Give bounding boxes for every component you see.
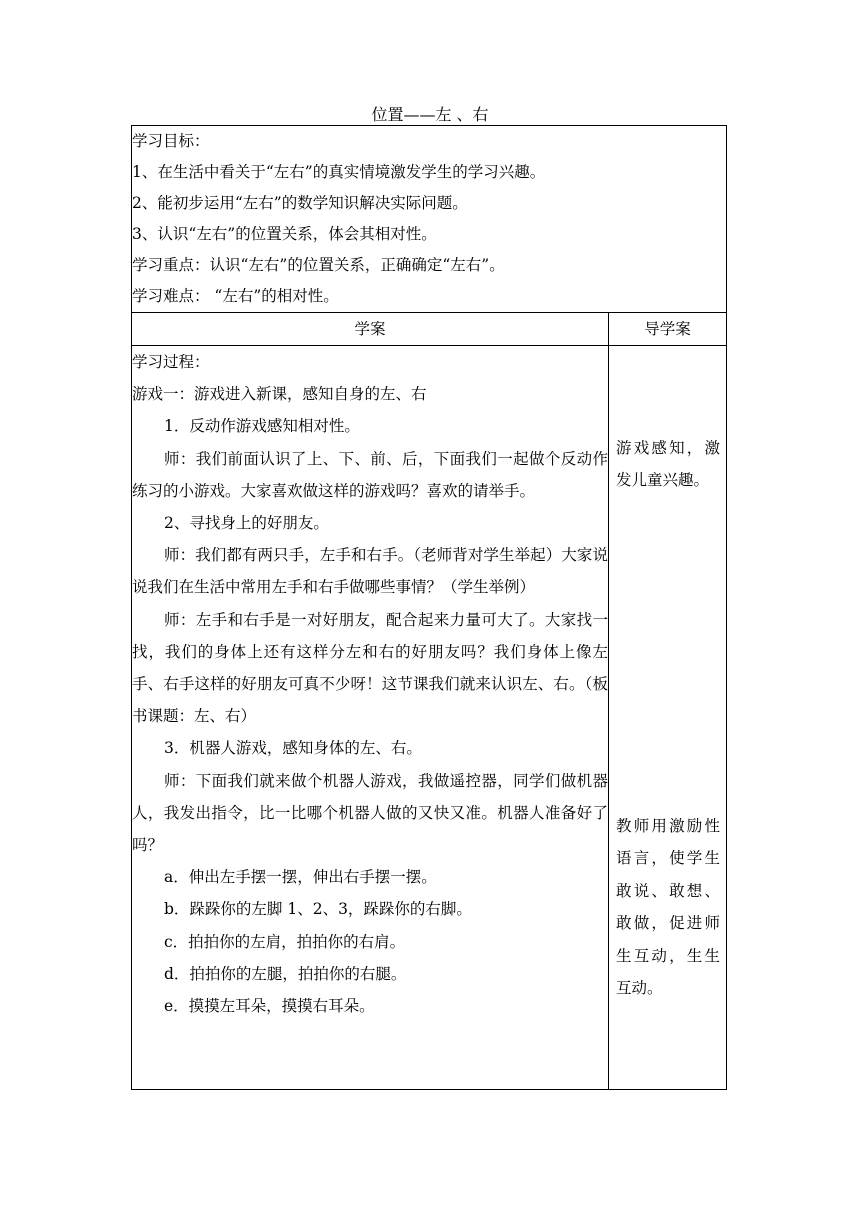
guide-note: 游戏感知，激发儿童兴趣。 (616, 439, 720, 490)
guide-note: 教师用激励性语言，使学生敢说、敢想、敢做，促进师生互动，生生互动。 (616, 817, 720, 998)
command-item: a．伸出左手摆一摆，伸出右手摆一摆。 (164, 868, 437, 887)
column-header-study: 学案 (132, 313, 609, 346)
teacher-paragraph: 师：下面我们就来做个机器人游戏，我做遥控器，同学们做机器人，我发出指令，比一比哪个机器人做的又快又准。机器人准备好了吗？ (132, 771, 608, 855)
objective-item: 2、能初步运用“左右”的数学知识解决实际问题。 (132, 194, 468, 212)
command-item: e．摸摸左耳朵，摸摸右耳朵。 (164, 997, 375, 1016)
page-title: 位置——左 、右 (371, 105, 489, 124)
step-heading: 1．反动作游戏感知相对性。 (164, 417, 360, 436)
command-item: d．拍拍你的左腿，拍拍你的右腿。 (164, 964, 407, 983)
step-heading: 3．机器人游戏，感知身体的左、右。 (164, 739, 422, 758)
game-heading: 游戏一：游戏进入新课，感知自身的左、右 (132, 385, 427, 404)
teacher-paragraph: 师：我们都有两只手，左手和右手。（老师背对学生举起）大家说说我们在生活中常用左手和右手做哪些事情？（学生举例） (132, 546, 608, 597)
guide-content (609, 346, 727, 1090)
column-header-guide: 导学案 (609, 313, 727, 346)
objective-item: 1、在生活中看关于“左右”的真实情境激发学生的学习兴趣。 (132, 163, 546, 181)
objectives-section (132, 126, 727, 313)
command-item: c．拍拍你的左肩，拍拍你的右肩。 (164, 932, 406, 951)
objectives-heading: 学习目标： (132, 132, 210, 150)
process-heading: 学习过程： (132, 353, 210, 371)
teacher-paragraph: 师：我们前面认识了上、下、前、后，下面我们一起做个反动作练习的小游戏。大家喜欢做这样的游戏吗？喜欢的请举手。 (132, 449, 608, 500)
difficulty-point: 学习难点： “左右”的相对性。 (132, 287, 339, 305)
step-heading: 2、寻找身上的好朋友。 (164, 514, 329, 533)
key-point: 学习重点：认识“左右”的位置关系，正确确定“左右”。 (132, 256, 505, 274)
objective-item: 3、认识“左右”的位置关系，体会其相对性。 (132, 225, 437, 243)
lesson-table (131, 125, 727, 1090)
study-content (132, 346, 609, 1090)
command-item: b．跺跺你的左脚 1、2、3，跺跺你的右脚。 (164, 900, 472, 919)
teacher-paragraph: 师：左手和右手是一对好朋友，配合起来力量可大了。大家找一找，我们的身体上还有这样分左和右的好朋友吗？我们身体上像左手、右手这样的好朋友可真不少呀！这节课我们就来认识左、右。（板书课题：左、右） (132, 610, 608, 726)
